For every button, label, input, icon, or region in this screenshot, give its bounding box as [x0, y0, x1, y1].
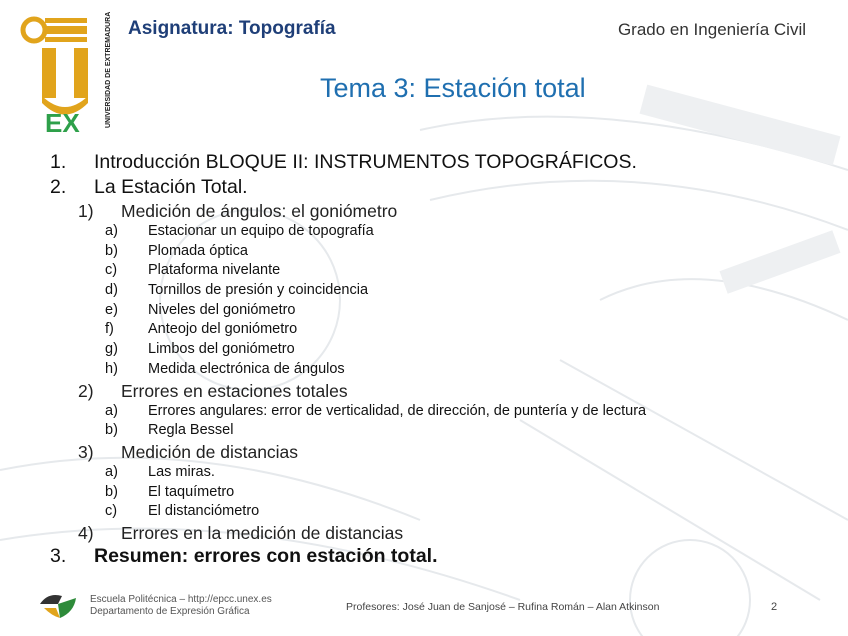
- slide-title: Tema 3: Estación total: [320, 73, 586, 103]
- footer-school-line2: Departamento de Expresión Gráfica: [90, 606, 250, 617]
- outline-text: Errores angulares: error de verticalidad, de dirección, de puntería y de lectura: [148, 402, 647, 419]
- outline-text: Anteojo del goniómetro: [148, 321, 298, 338]
- outline-number: e): [105, 301, 118, 318]
- footer-school-info: [90, 594, 272, 618]
- outline-number: c): [105, 503, 118, 520]
- outline-number: f): [105, 321, 114, 338]
- outline-text: Plomada óptica: [148, 242, 248, 259]
- outline-number: b): [105, 483, 118, 500]
- list-item: [50, 261, 830, 281]
- outline-number: g): [105, 341, 118, 358]
- outline-text: Las miras.: [148, 463, 215, 480]
- outline-text: Errores en estaciones totales: [121, 380, 348, 401]
- outline-text: La Estación Total.: [94, 176, 248, 198]
- list-item: [50, 320, 830, 340]
- subsection-4: [50, 522, 830, 544]
- outline-number: 2): [78, 380, 94, 401]
- outline-number: a): [105, 402, 118, 419]
- outline-text: Resumen: errores con estación total.: [94, 544, 438, 567]
- outline-text: Estacionar un equipo de topografía: [148, 223, 374, 239]
- list-item: [50, 340, 830, 360]
- outline-number: 3.: [50, 544, 67, 567]
- svg-text:UNIVERSIDAD DE EXTREMADURA: UNIVERSIDAD DE EXTREMADURA: [105, 11, 112, 128]
- degree-name: Grado en Ingeniería Civil: [617, 20, 806, 39]
- outline-number: d): [105, 282, 118, 299]
- list-item: [50, 483, 830, 503]
- uex-logo: [12, 8, 120, 134]
- outline-text: Introducción BLOQUE II: INSTRUMENTOS TOPOGRÁFICOS.: [94, 151, 637, 173]
- outline-item-3: [50, 544, 830, 569]
- outline-number: h): [105, 360, 118, 377]
- outline-list: [50, 150, 830, 569]
- outline-text: Plataforma nivelante: [148, 262, 281, 279]
- course-title: Asignatura: Topografía: [128, 18, 336, 39]
- outline-number: b): [105, 422, 118, 439]
- outline-text: Limbos del goniómetro: [148, 341, 295, 358]
- subsection-2: [50, 380, 830, 402]
- outline-text: El distanciómetro: [148, 503, 260, 520]
- list-item: [50, 463, 830, 483]
- outline-number: 4): [78, 522, 94, 543]
- outline-text: Tornillos de presión y coincidencia: [148, 282, 369, 299]
- outline-number: 1.: [50, 151, 67, 173]
- outline-item-1: [50, 150, 830, 175]
- list-item: [50, 222, 830, 242]
- subsection-1: [50, 200, 830, 222]
- list-item: [50, 301, 830, 321]
- footer-professors: Profesores: José Juan de Sanjosé – Rufina Román – Alan Atkinson: [346, 601, 660, 613]
- subsection-3: [50, 441, 830, 463]
- outline-text: Niveles del goniómetro: [148, 301, 296, 318]
- list-item: [50, 281, 830, 301]
- list-item: [50, 360, 830, 380]
- list-item: [50, 242, 830, 262]
- outline-text: Errores en la medición de distancias: [121, 522, 404, 543]
- outline-number: a): [105, 463, 118, 480]
- svg-text:EX: EX: [45, 108, 80, 134]
- outline-text: Regla Bessel: [148, 422, 234, 439]
- outline-text: Medida electrónica de ángulos: [148, 360, 345, 377]
- outline-text: Medición de ángulos: el goniómetro: [121, 201, 398, 221]
- outline-text: El taquímetro: [148, 483, 235, 500]
- outline-number: a): [105, 223, 118, 239]
- outline-number: c): [105, 262, 118, 279]
- outline-number: 1): [78, 201, 94, 221]
- outline-item-2: [50, 175, 830, 200]
- logo-u-shape-icon: [42, 48, 88, 115]
- logo-key-icon: [23, 18, 87, 42]
- outline-number: 2.: [50, 176, 67, 198]
- outline-text: Medición de distancias: [121, 441, 299, 462]
- school-logo-icon: [38, 590, 78, 620]
- list-item: [50, 421, 830, 441]
- outline-number: b): [105, 242, 118, 259]
- list-item: [50, 402, 830, 422]
- list-item: [50, 502, 830, 522]
- outline-number: 3): [78, 441, 94, 462]
- footer-school-line1: Escuela Politécnica – http://epcc.unex.es: [90, 594, 272, 605]
- page-number: 2: [771, 601, 778, 613]
